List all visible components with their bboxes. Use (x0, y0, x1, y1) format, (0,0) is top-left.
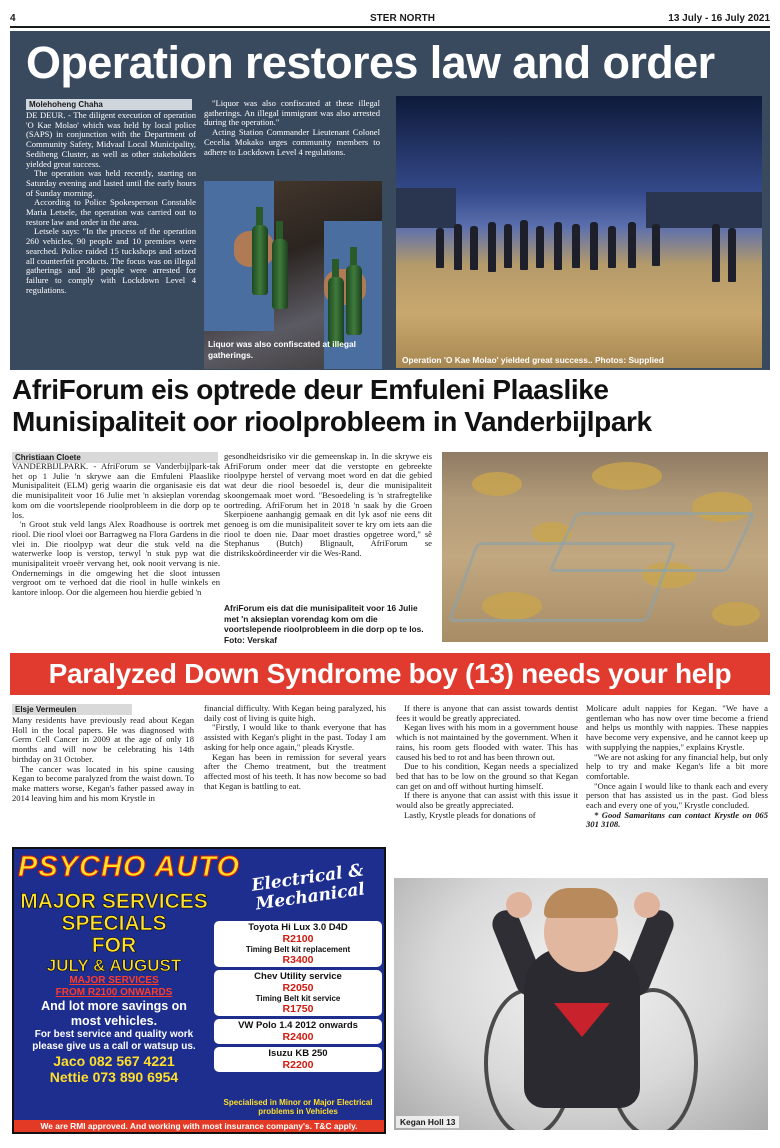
advert-brand: PSYCHO AUTO (18, 851, 241, 883)
advert-line: FOR (91, 934, 137, 958)
photo-confiscated-liquor (204, 181, 382, 369)
paragraph: Kegan has been in remission for several years after the Chemo treatment, but the treatment affected most of his teeth. It has now become so bad that Kegan is battling to eat. (204, 751, 386, 791)
story-operation-byline: Molehoheng Chaha (26, 99, 192, 110)
advert-line: FROM R2100 ONWARDS (55, 986, 173, 998)
caption-confiscated-liquor: Liquor was also confiscated at illegal gatherings. (208, 339, 356, 360)
contact-note: * Good Samaritans can contact Krystle on 065 301 3108. (586, 809, 768, 830)
special-item: Isuzu KB 250 R2200 (214, 1047, 382, 1072)
story-kegan-column-4 (586, 704, 768, 876)
page-number: 4 (10, 13, 16, 24)
advert-line: And lot more savings on (41, 998, 187, 1013)
paragraph: "We are not asking for any financial help, but only help to try and make Kegan's life a bit more comfortable. (586, 751, 768, 781)
story-operation-column-1 (26, 111, 196, 366)
paragraph: The cancer was located in his spine causing Kegan to become paralyzed from the waist down. To make matters worse, Kegan's father passed away in 2014 leaving him and his mom Krystle in (12, 763, 194, 803)
advert-line: please give us a call or watsup us. (32, 1040, 196, 1052)
issue-dates: 13 July - 16 July 2021 (668, 13, 770, 24)
photo-operation-night (396, 96, 762, 368)
paragraph: According to Police Spokesperson Constable Maria Letsele, the operation was carried out to restore law and order in the area. (26, 197, 196, 227)
story-afriforum-column-2 (224, 452, 432, 599)
advert-line: most vehicles. (70, 1013, 158, 1028)
caption-sewage-field: AfriForum eis dat die munisipaliteit voor 16 Julie met 'n aksieplan vorendag kom om die voortslepende rioolprobleem in die dorp op te los. Foto: Verskaf (224, 603, 424, 645)
story-operation-headline: Operation restores law and order (26, 37, 715, 88)
story-operation (10, 31, 770, 370)
paragraph: VANDERBIJLPARK. - AfriForum se Vanderbijlpark-tak het op 1 Julie 'n skrywe aan die Emfuleni Plaaslike Munisipaliteit (ELM) gerig waarin die organisasie eis dat die munisipaliteit voor 16 Julie met 'n aksieplan vorendag kom om die voortslepende rioolprobleem in die dorp op te los. (12, 462, 220, 520)
advert-footer: We are RMI approved. And working with most insurance company's. T&C apply. (14, 1120, 384, 1132)
advert-contact: Jaco 082 567 4221 (53, 1052, 175, 1069)
paragraph: Letsele says: "In the process of the operation 260 vehicles, 90 people and 10 premises were searched. Police raided 15 tuckshops and seized all counterfeit products. The focus was on illegal gatherings and 38 people were arrested for failure to comply with Lockdown Level 4 regulations. (26, 226, 196, 295)
paragraph: Kegan lives with his mom in a government house which is not maintained by the government. When it rains, his room gets flooded with water. This has caused his bed to rot and has been thrown out. (396, 722, 578, 762)
paragraph: The operation was held recently, starting on Saturday evening and lasted until the early hours of Sunday morning. (26, 168, 196, 198)
paragraph: "Once again I would like to thank each and every person that has assisted us in the past. God bless each and every one of you," Krystle concluded. (586, 780, 768, 811)
advert-psycho-auto (12, 847, 386, 1134)
paragraph: gesondheidsrisiko vir die gemeenskap in. In die skrywe eis AfriForum onder meer dat die verstopte en gebreekte rioolpype herstel of vervang moet word en dat die gebied wat deur die riool besoedel is, deur die munisipaliteit skoongemaak moet word. "Besoedeling is 'n strafregtelike oortreding. AfriForum het in 2018 'n saak by die Groen Skerpioene aanhangig gemaak en dit lyk asof nie eens dit genoeg is om die munisipaliteit sover te kry om iets aan die riool te doen nie. Daar moet drasties opgetree word," sê Stephanus (Butch) Blignault, AfriForum se distrikskoördineerder vir die Wes-Rand. (224, 452, 432, 559)
story-afriforum-headline: AfriForum eis optrede deur Emfuleni Plaaslike Munisipaliteit oor rioolprobleem in Vanderbijlpark (12, 374, 652, 437)
advert-contact: Nettie 073 890 6954 (49, 1069, 179, 1086)
paragraph: Acting Station Commander Lieutenant Colonel Cecelia Mokako urges community members to adhere to Lockdown Level 4 regulations. (204, 127, 380, 157)
paragraph: If there is anyone that can assist with this issue it would also be greatly appreciated. (396, 790, 578, 811)
paragraph: If there is anyone that can assist towards dentist fees it would be greatly appreciated. (396, 704, 578, 723)
advert-offer (16, 891, 212, 1085)
newspaper-name: STER NORTH (370, 13, 435, 24)
caption-operation-night: Operation 'O Kae Molao' yielded great success.. Photos: Supplied (402, 355, 664, 365)
paragraph: financial difficulty. With Kegan being paralyzed, his daily cost of living is quite high. (204, 704, 386, 723)
advert-specialisation: Specialised in Minor or Major Electrical problems in Vehicles (223, 1098, 373, 1116)
story-kegan-column-1 (12, 716, 194, 840)
paragraph: "Firstly, I would like to thank everyone that has assisted with Kegan's plight in the past. Today I am asking for help once again," pleads Krystle. (204, 722, 386, 752)
photo-kegan-holl (394, 878, 768, 1130)
story-kegan-banner (10, 653, 770, 695)
paragraph: Many residents have previously read about Kegan Holl in the local papers. He was diagnosed with Germ Cell Cancer in 2009 at the age of only 18 months and will now be celebrating his 14th birthday on 31 October. (12, 716, 194, 764)
advert-tagline: Electrical & Mechanical (250, 860, 367, 915)
advert-line: MAJOR SERVICES (69, 974, 159, 986)
story-kegan-headline: Paralyzed Down Syndrome boy (13) needs your help (48, 658, 732, 689)
special-item: Chev Utility service R2050 Timing Belt kit service R1750 (214, 970, 382, 1016)
story-kegan-column-2 (204, 704, 386, 840)
special-item: VW Polo 1.4 2012 onwards R2400 (214, 1019, 382, 1044)
photo-sewage-field (442, 452, 768, 642)
paragraph: Due to his condition, Kegan needs a specialized bed that has to be low on the ground so that Kegan can get on and off without hurting himself. (396, 761, 578, 791)
advert-line: MAJOR SERVICES (20, 890, 208, 913)
story-afriforum-byline: Christiaan Cloete (12, 452, 218, 463)
advert-specials-list (214, 921, 382, 1075)
paragraph: Lastly, Krystle pleads for donations of (404, 809, 536, 820)
story-kegan-byline: Elsje Vermeulen (12, 704, 132, 715)
paragraph: 'n Groot stuk veld langs Alex Roadhouse is oortrek met riool. Die riool vloei oor Barragweg na Flora Gardens in die vlei in. Die rioolpyp wat deur die stuk veld na die waterwerke loop is verstop, terwyl 'n stuk pyp wat die munisipaliteit vroeër vervang het, ook nooit vervang is nie. Ondernemings in die omgewing het die sloot intussen vergroot om te verhoed dat die riool in hulle winkels en kantore inloop. Oor die algemeen hou hierdie gebied 'n (12, 519, 220, 598)
page-header (10, 6, 770, 28)
paragraph: DE DEUR. - The diligent execution of operation 'O Kae Molao' which was held by local police (SAPS) in conjunction with the Department of Community Safety, Midvaal Local Municipality, Sedibeng Cluster, as well as other stakeholders yielded great success. (26, 111, 196, 169)
caption-kegan-holl: Kegan Holl 13 (396, 1116, 459, 1128)
advert-line: For best service and quality work (34, 1028, 194, 1040)
advert-line: SPECIALS (61, 912, 167, 936)
story-afriforum-column-1 (12, 462, 220, 647)
advert-line: JULY & AUGUST (46, 956, 182, 976)
paragraph: "Liquor was also confiscated at these illegal gatherings. An illegal immigrant was also arrested during the operation." (204, 99, 380, 128)
paragraph: Molicare adult nappies for Kegan. "We have a gentleman who has now over time become a friend and helps us monthly with nappies. These nappies have become very expensive, and he cannot keep up with supplying the nappies," explains Krystle. (586, 704, 768, 752)
special-item: Toyota Hi Lux 3.0 D4D R2100 Timing Belt kit replacement R3400 (214, 921, 382, 967)
story-kegan-column-3 (396, 704, 578, 874)
